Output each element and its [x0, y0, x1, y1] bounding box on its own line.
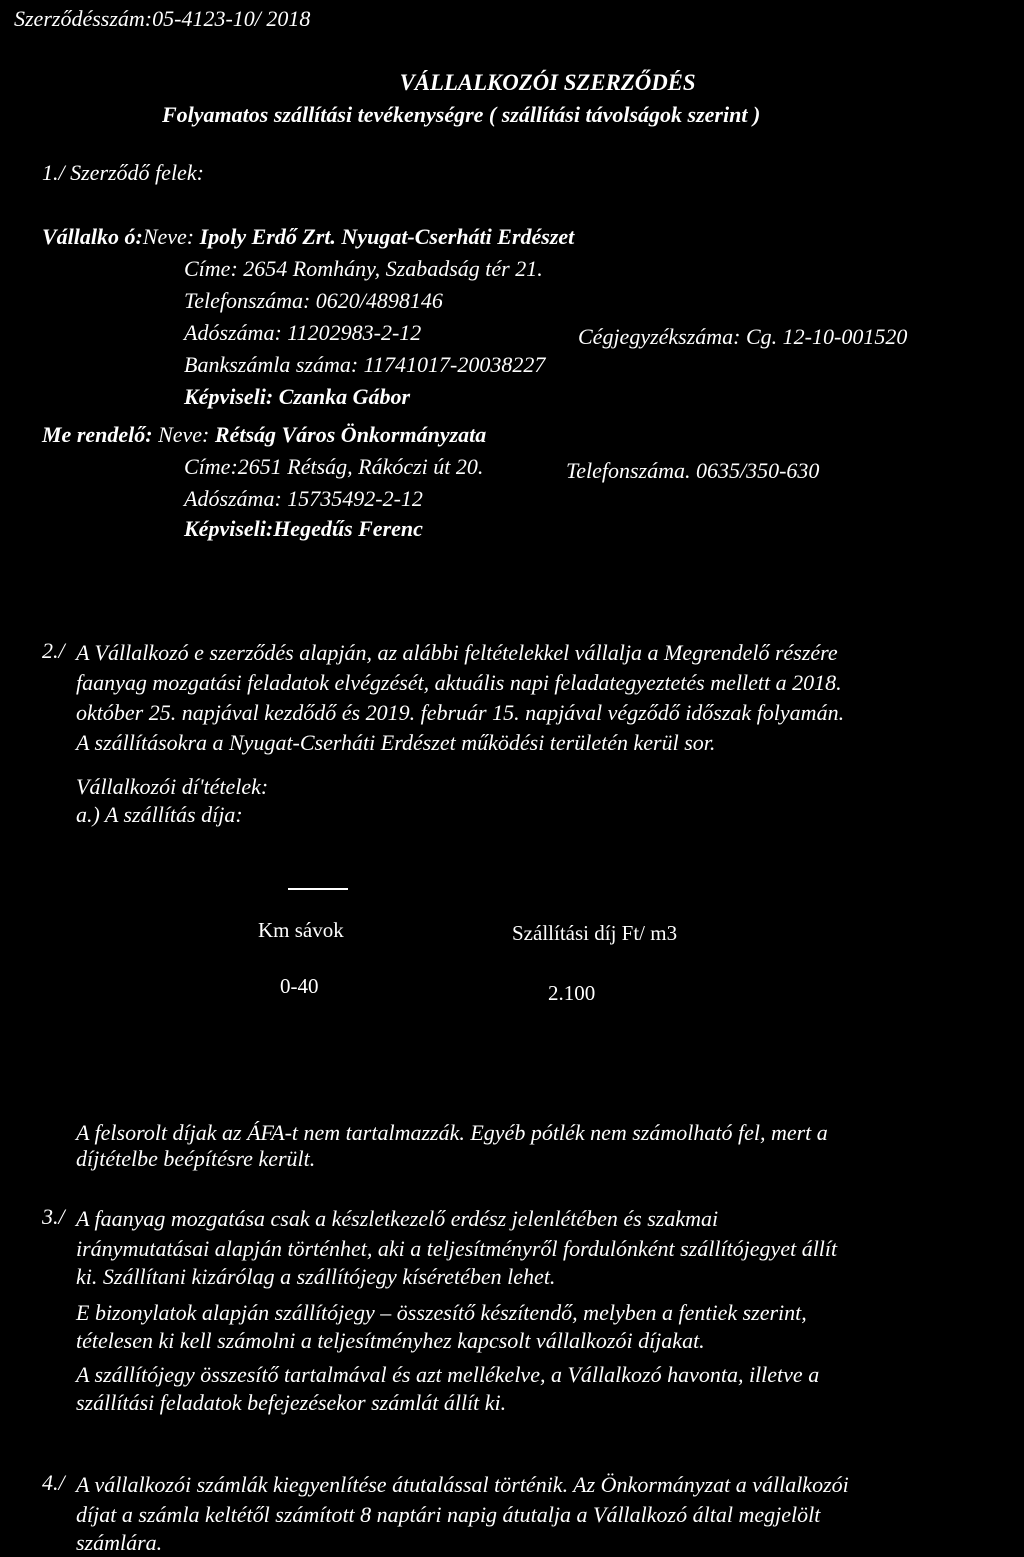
contractor-name: Ipoly Erdő Zrt. Nyugat-Cserháti Erdészet	[199, 224, 575, 249]
client-name: Rétság Város Önkormányzata	[214, 422, 487, 447]
table-header-km-bands: Km sávok	[258, 918, 344, 942]
client-label: Me rendelő:	[42, 422, 159, 447]
contractor-address: Címe: 2654 Romhány, Szabadság tér 21.	[184, 256, 543, 281]
fees-heading: Vállalkozói dí'tételek:	[76, 774, 269, 799]
contract-number: Szerződésszám:05-4123-10/ 2018	[14, 6, 311, 31]
section-3-line-1: A faanyag mozgatása csak a készletkezelő erdész jelenlétében és szakmai	[76, 1206, 719, 1231]
contractor-label: Vállalko ó:	[42, 224, 143, 249]
section-3-number: 3./	[42, 1204, 65, 1229]
contractor-name-line	[42, 224, 574, 250]
client-phone: Telefonszáma. 0635/350-630	[566, 458, 820, 483]
client-representative: Képviseli:Hegedűs Ferenc	[184, 516, 423, 541]
section-4-line-2: díjat a számla keltétől számított 8 naptári napig átutalja a Vállalkozó által megjelölt	[76, 1502, 821, 1527]
section-4-line-3: számlára.	[76, 1530, 163, 1555]
fees-subheading: a.) A szállítás díja:	[76, 802, 243, 827]
section-3-line-5: tételesen ki kell számolni a teljesítményhez kapcsolt vállalkozói díjakat.	[76, 1328, 705, 1353]
section-2-line-2: faanyag mozgatási feladatok elvégzését, aktuális napi feladategyeztetés mellett a 2018.	[76, 670, 842, 695]
contractor-name-label: Neve:	[142, 224, 200, 249]
section-3-line-4: E bizonylatok alapján szállítójegy – összesítő készítendő, melyben a fentiek szerint,	[76, 1300, 807, 1325]
section-2-line-1: A Vállalkozó e szerződés alapján, az alábbi feltételekkel vállalja a Megrendelő részére	[76, 640, 838, 665]
table-cell-km-band: 0-40	[280, 974, 319, 998]
section-3-line-7: szállítási feladatok befejezésekor számlát állít ki.	[76, 1390, 507, 1415]
section-3-line-3: ki. Szállítani kizárólag a szállítójegy kíséretében lehet.	[76, 1264, 556, 1289]
section-4-number: 4./	[42, 1470, 65, 1495]
table-cell-fee: 2.100	[548, 981, 596, 1005]
contractor-phone: Telefonszáma: 0620/4898146	[184, 288, 443, 313]
section-1-heading: 1./ Szerződő felek:	[42, 160, 204, 185]
section-2-line-3: október 25. napjával kezdődő és 2019. február 15. napjával végződő időszak folyamán.	[76, 700, 845, 725]
client-address: Címe:2651 Rétság, Rákóczi út 20.	[184, 454, 484, 479]
vat-note-line-1: A felsorolt díjak az ÁFA-t nem tartalmazzák. Egyéb pótlék nem számolható fel, mert a	[76, 1120, 828, 1145]
document-title: VÁLLALKOZÓI SZERZŐDÉS	[399, 70, 696, 95]
client-name-label: Neve:	[158, 422, 215, 447]
client-tax-number: Adószáma: 15735492-2-12	[184, 486, 423, 511]
document-subtitle: Folyamatos szállítási tevékenységre ( szállítási távolságok szerint )	[162, 102, 761, 127]
section-3-line-6: A szállítójegy összesítő tartalmával és azt mellékelve, a Vállalkozó havonta, illetve a	[76, 1362, 820, 1387]
vat-note-line-2: díjtételbe beépítésre került.	[76, 1146, 316, 1171]
contractor-registry-number: Cégjegyzékszáma: Cg. 12-10-001520	[578, 324, 908, 349]
section-2-number: 2./	[42, 638, 65, 663]
client-name-line	[42, 422, 486, 448]
contractor-bank-account: Bankszámla száma: 11741017-20038227	[184, 352, 546, 377]
section-4-line-1: A vállalkozói számlák kiegyenlítése átutalással történik. Az Önkormányzat a vállalkozói	[76, 1472, 849, 1497]
table-header-rule	[288, 888, 348, 890]
contractor-tax-number: Adószáma: 11202983-2-12	[184, 320, 422, 345]
table-header-fee: Szállítási díj Ft/ m3	[512, 921, 678, 945]
contractor-representative: Képviseli: Czanka Gábor	[184, 384, 411, 409]
section-2-line-4: A szállításokra a Nyugat-Cserháti Erdészet működési területén kerül sor.	[76, 730, 716, 755]
section-3-line-2: iránymutatásai alapján történhet, aki a teljesítményről fordulónként szállítójegyet állít	[76, 1236, 838, 1261]
